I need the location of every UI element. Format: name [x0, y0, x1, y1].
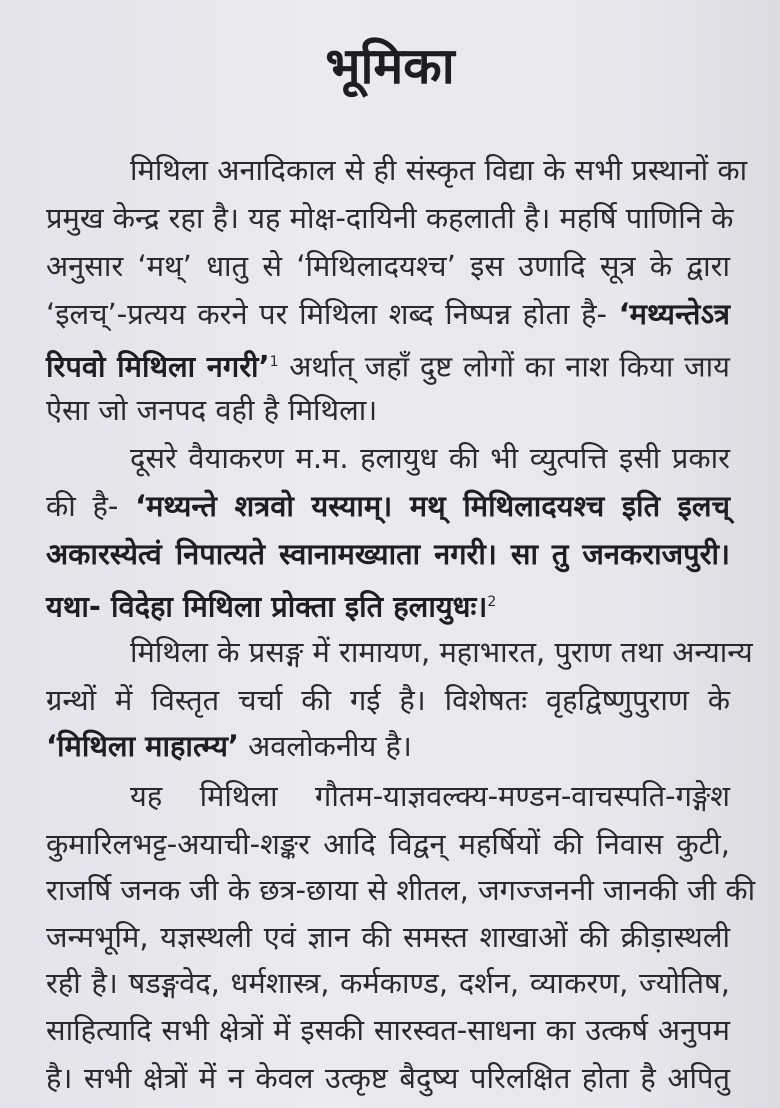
text-line	[46, 486, 730, 526]
text-line: ग्रन्थों में विस्तृत चर्चा की गई है। विशेषतः वृहद्विष्णुपुराण के	[46, 683, 730, 717]
text-line: यह मिथिला गौतम-याज्ञवल्क्य-मण्डन-वाचस्पति-गङ्गेश	[130, 779, 730, 813]
text-line: अनुसार ‘मथ्’ धातु से ‘मिथिलादयश्च’ इस उणादि सूत्र के द्वारा	[46, 249, 730, 283]
text-line	[46, 582, 730, 627]
footnote-ref: 1	[269, 354, 279, 370]
text-line	[46, 726, 730, 766]
text-line: दूसरे वैयाकरण म.म. हलायुध की भी व्युत्पत्ति इसी प्रकार	[130, 441, 730, 475]
quote-bold: ‘मथ्यन्तेऽत्र	[618, 297, 731, 331]
text-line: ऐसा जो जनपद वही है मिथिला।	[46, 393, 378, 427]
text-line	[46, 342, 730, 387]
footnote-ref: 2	[487, 594, 497, 610]
quote-bold: अकारस्येत्वं निपात्यते स्वानामख्याता नगरी। सा तु जनकराजपुरी।	[46, 537, 730, 571]
text-line	[46, 534, 730, 574]
text-line: रही है। षडङ्गवेद, धर्मशास्त्र, कर्मकाण्ड, दर्शन, व्याकरण, ज्योतिष,	[46, 966, 730, 1000]
text-span: अवलोकनीय है।	[248, 729, 412, 763]
text-line: है। सभी क्षेत्रों में न केवल उत्कृष्ट बैदुष्य परिलक्षित होता है अपितु	[46, 1061, 730, 1095]
text-span: अर्थात् जहाँ दुष्ट लोगों का नाश किया जाय	[289, 349, 730, 384]
text-span: ‘इलच्’-प्रत्यय करने पर मिथिला शब्द निष्पन्न होता है-	[46, 297, 608, 331]
text-line: जन्मभूमि, यज्ञस्थली एवं ज्ञान की समस्त शाखाओं की क्रीड़ास्थली	[46, 920, 730, 954]
text-line	[46, 294, 730, 334]
text-line: साहित्यादि सभी क्षेत्रों में इसकी सारस्वत-साधना का उत्कर्ष अनुपम	[46, 1013, 730, 1047]
quote-bold: ‘मथ्यन्ते शत्रवो यस्याम्। मथ् मिथिलादयश्च इति इलच्	[135, 489, 730, 523]
page-title: भूमिका	[325, 37, 455, 95]
text-line: प्रमुख केन्द्र रहा है। यह मोक्ष-दायिनी कहलाती है। महर्षि पाणिनि के	[46, 201, 734, 235]
text-line: मिथिला अनादिकाल से ही संस्कृत विद्या के सभी प्रस्थानों का	[130, 153, 748, 187]
text-line: मिथिला के प्रसङ्ग में रामायण, महाभारत, पुराण तथा अन्यान्य	[130, 635, 753, 669]
text-line: राजर्षि जनक जी के छत्र-छाया से शीतल, जगज्जननी जानकी जी की	[46, 873, 756, 907]
text-line: कुमारिलभट्ट-अयाची-शङ्कर आदि विद्वन् महर्षियों की निवास कुटी,	[46, 827, 730, 861]
text-span: की है-	[46, 489, 119, 523]
quote-bold: यथा- विदेहा मिथिला प्रोक्ता इति हलायुधः।	[46, 589, 488, 624]
quote-bold: रिपवो मिथिला नगरी’	[46, 349, 270, 384]
quote-bold: ‘मिथिला माहात्म्य’	[46, 729, 239, 763]
